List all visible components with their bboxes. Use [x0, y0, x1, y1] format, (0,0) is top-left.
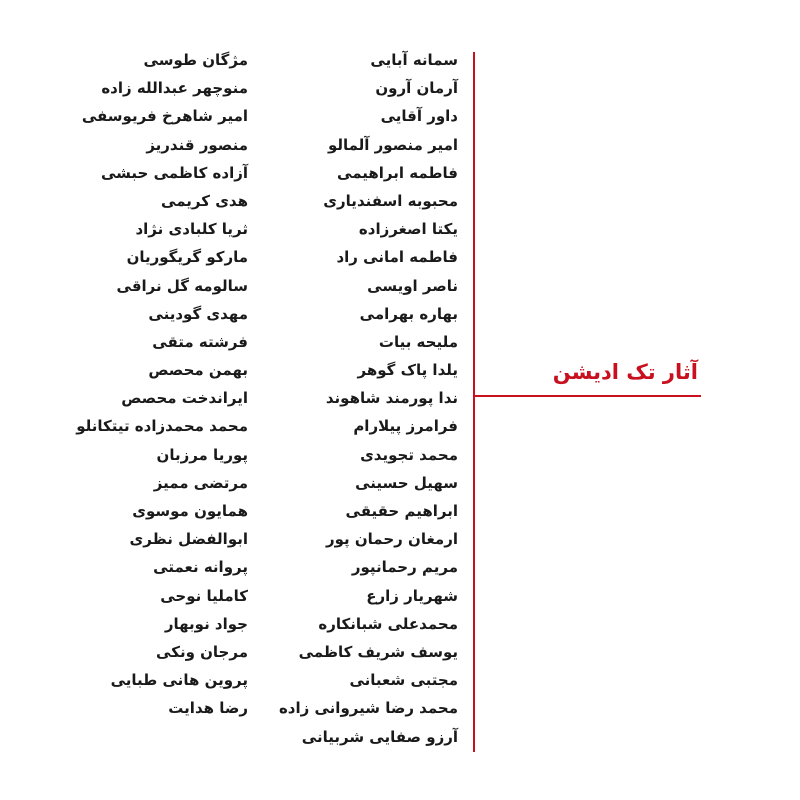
artist-name: فرامرز پیلارام [353, 417, 458, 436]
artist-name: بهاره بهرامی [359, 304, 458, 323]
artist-name: سالومه گل نراقی [116, 276, 248, 295]
artist-name: مژگان طوسی [143, 51, 248, 69]
heading-underline [473, 395, 701, 397]
artist-name: کاملیا نوحی [160, 586, 248, 605]
artist-name: فاطمه امانی راد [336, 248, 458, 267]
artist-name: ثریا کلبادی نژاد [135, 220, 248, 239]
artist-name: پوریا مرزبان [156, 445, 248, 464]
artist-name: شهریار زارع [366, 586, 458, 605]
artist-name: سهیل حسینی [355, 473, 458, 492]
artist-name: ابوالفضل نظری [129, 530, 248, 549]
artist-name: امیر منصور آلمالو [327, 135, 458, 154]
artist-column-left [8, 46, 248, 723]
artist-name: رضا هدایت [168, 699, 248, 718]
artist-name: همایون موسوی [132, 502, 248, 520]
artist-name: مرتضی ممیز [153, 473, 248, 492]
artist-name: آزاده کاظمی حبشی [100, 163, 248, 182]
artist-name: منصور قندریز [146, 135, 248, 154]
section-heading: آثار تک ادیشن [552, 360, 698, 384]
artist-column-middle [228, 46, 458, 751]
artist-name: پروین هانی طبایی [110, 671, 248, 690]
artist-name: منوچهر عبدالله زاده [101, 79, 248, 98]
artist-name: یلدا پاک گوهر [357, 361, 458, 380]
artist-name: مرجان ونکی [156, 642, 248, 661]
artist-name: ایراندخت محصص [121, 389, 248, 408]
artist-name: هدی کریمی [161, 191, 248, 210]
artist-name: بهمن محصص [148, 361, 248, 380]
artist-name: داور آقایی [380, 107, 458, 126]
artist-name: فرشته متقی [152, 332, 248, 351]
artist-name: محمد رضا شیروانی زاده [278, 699, 458, 718]
artist-name: مریم رحمانپور [351, 558, 458, 577]
artist-name: ابراهیم حقیقی [345, 502, 458, 520]
artist-name: ارمغان رحمان پور [325, 530, 458, 549]
artist-name: یکتا اصغرزاده [358, 220, 458, 239]
artist-name: محبوبه اسفندیاری [323, 191, 458, 210]
artist-name: جواد نوبهار [164, 614, 248, 633]
artist-name: فاطمه ابراهیمی [337, 163, 458, 182]
artist-name: محمد محمدزاده تیتکانلو [76, 417, 248, 436]
artist-name: امیر شاهرخ فریوسفی [81, 107, 248, 126]
artist-name: آرزو صفایی شربیانی [301, 727, 458, 746]
artist-name: پروانه نعمتی [153, 558, 248, 577]
artist-name: محمدعلی شبانکاره [318, 614, 458, 633]
artist-name: آرمان آرون [375, 79, 458, 98]
artist-name: مارکو گریگوریان [126, 248, 248, 267]
artist-name: یوسف شریف کاظمی [298, 642, 458, 661]
artist-name: محمد تجویدی [360, 445, 458, 464]
artist-name: ندا پورمند شاهوند [325, 389, 458, 408]
artist-name: سمانه آبایی [370, 51, 458, 69]
artist-name: مهدی گودینی [148, 304, 248, 323]
vertical-divider [473, 52, 475, 752]
artist-name: ملیحه بیات [378, 332, 458, 351]
artist-name: ناصر اویسی [367, 276, 458, 295]
artist-name: مجتبی شعبانی [349, 671, 458, 690]
